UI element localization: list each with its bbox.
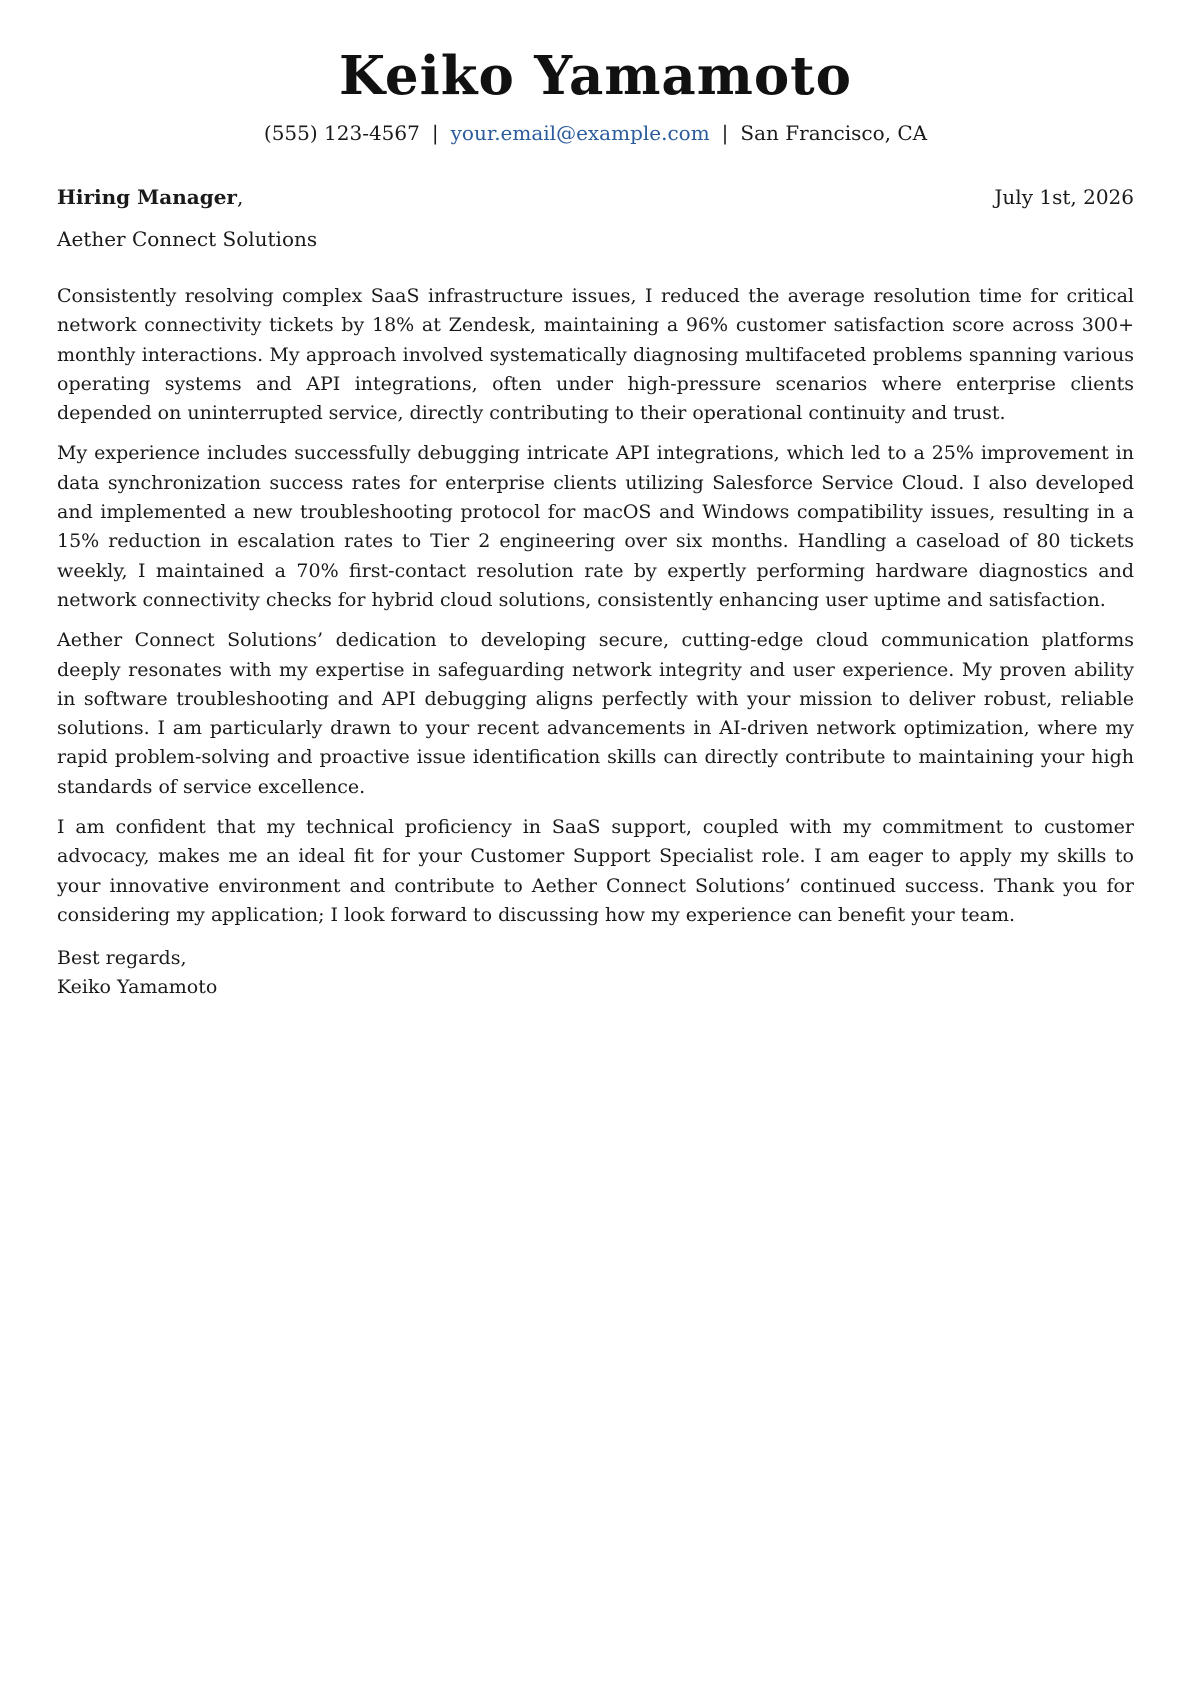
recipient-date-row xyxy=(57,184,1134,210)
recipient-suffix: , xyxy=(236,185,244,209)
contact-separator: | xyxy=(721,121,729,145)
recipient-company: Aether Connect Solutions xyxy=(57,227,318,251)
letter-closing xyxy=(57,944,1134,1002)
letter-date: July 1st, 2026 xyxy=(994,185,1134,209)
email-link[interactable]: your.email@example.com xyxy=(450,121,710,145)
body-paragraph: I am confident that my technical proficiency in SaaS support, coupled with my commitment to customer advocacy, makes me an ideal fit for your Customer Support Specialist role. I am eager to apply my skills to your innovative environment and contribute to Aether Connect Solutions’ continued success. Thank you for considering my application; I look forward to discussing how my experience can benefit your team. xyxy=(57,816,1134,926)
letter-header xyxy=(57,0,1134,146)
contact-separator: | xyxy=(431,121,439,145)
closing-signature: Keiko Yamamoto xyxy=(57,976,218,999)
body-paragraph: My experience includes successfully debugging intricate API integrations, which led to a 25% improvement in data synchronization success rates for enterprise clients utilizing Salesforce Service Cloud. I also developed and implemented a new troubleshooting protocol for macOS and Windows compatibility issues, resulting in a 15% reduction in escalation rates to Tier 2 engineering over six months. Handling a caseload of 80 tickets weekly, I maintained a 70% first-contact resolution rate by expertly performing hardware diagnostics and network connectivity checks for hybrid cloud solutions, consistently enhancing user uptime and satisfaction. xyxy=(57,442,1134,611)
location: San Francisco, CA xyxy=(740,121,928,145)
contact-line xyxy=(57,120,1134,146)
recipient-name: Hiring Manager xyxy=(57,185,237,209)
closing-salutation: Best regards, xyxy=(57,947,187,970)
body-paragraph: Aether Connect Solutions’ dedication to developing secure, cutting-edge cloud communication platforms deeply resonates with my expertise in safeguarding network integrity and user experience. My proven ability in software troubleshooting and API debugging aligns perfectly with your mission to deliver robust, reliable solutions. I am particularly drawn to your recent advancements in AI-driven network optimization, where my rapid problem-solving and proactive issue identification skills can directly contribute to maintaining your high standards of service excellence. xyxy=(57,629,1134,798)
cover-letter-page xyxy=(57,0,1134,1002)
phone-number: (555) 123-4567 xyxy=(263,121,420,145)
recipient-line xyxy=(57,184,243,210)
letter-body xyxy=(57,282,1134,930)
applicant-name: Keiko Yamamoto xyxy=(338,45,853,107)
body-paragraph: Consistently resolving complex SaaS infrastructure issues, I reduced the average resolution time for critical network connectivity tickets by 18% at Zendesk, maintaining a 96% customer satisfaction score across 300+ monthly interactions. My approach involved systematically diagnosing multifaceted problems spanning various operating systems and API integrations, often under high-pressure scenarios where enterprise clients depended on uninterrupted service, directly contributing to their operational continuity and trust. xyxy=(57,285,1134,425)
